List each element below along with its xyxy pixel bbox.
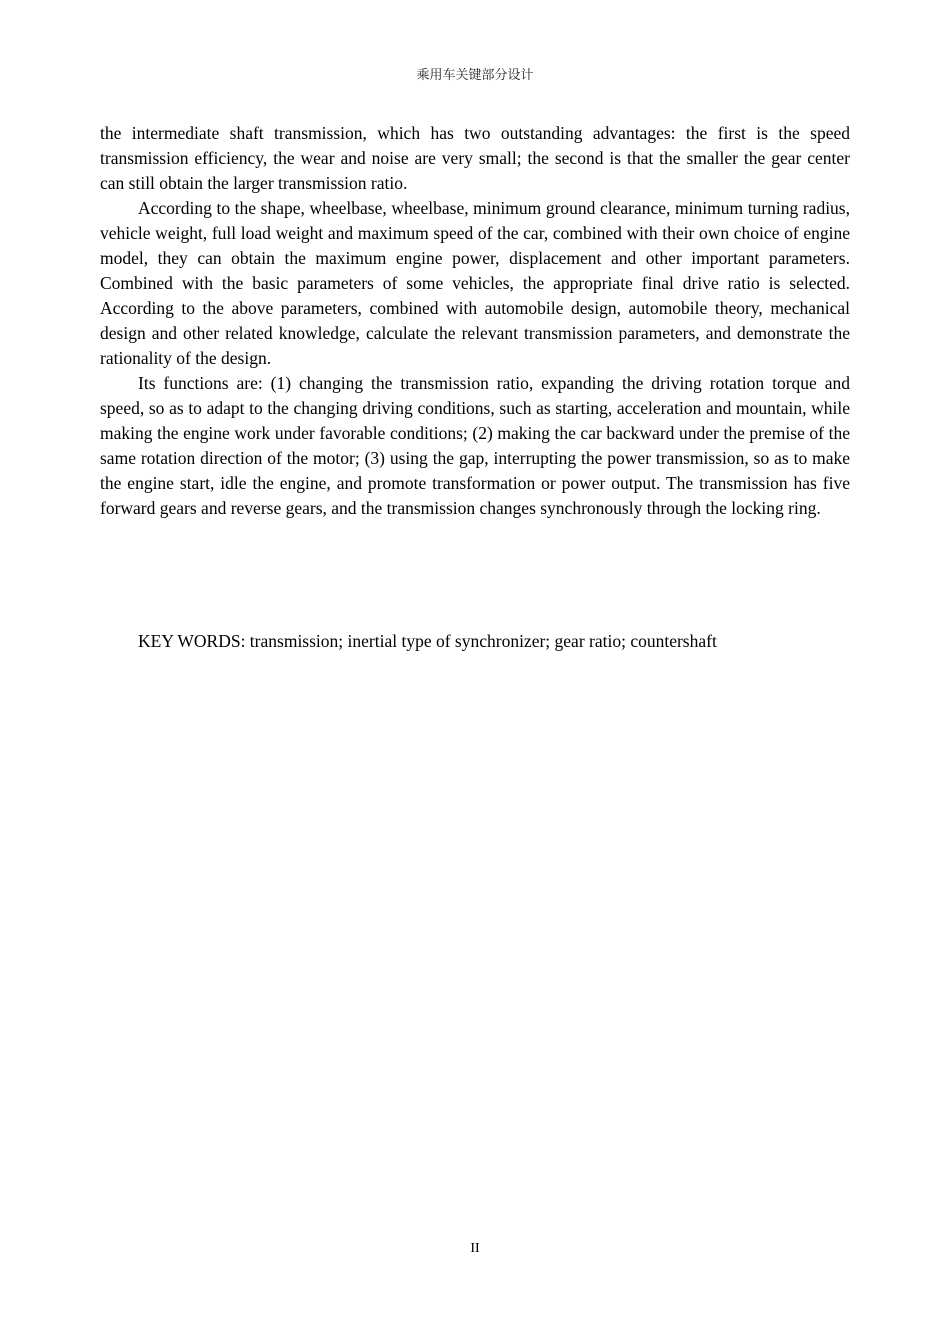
- page-number: II: [470, 1241, 480, 1256]
- keywords-line: KEY WORDS: transmission; inertial type of synchronizer; gear ratio; countershaft: [138, 631, 717, 651]
- paragraph-parameters: According to the shape, wheelbase, wheelbase, minimum ground clearance, minimum turning radius, vehicle weight, full load weight and maximum speed of the car, combined with their own choice of engine model, they can obtain the maximum engine power, displacement and other important parameters. Combined with the basic parameters of some vehicles, the appropriate final drive ratio is selected. According to the above parameters, combined with automobile design, automobile theory, mechanical design and other related knowledge, calculate the relevant transmission parameters, and demonstrate the rationality of the design.: [100, 198, 850, 368]
- abstract-body: [100, 121, 850, 521]
- paragraph-functions: Its functions are: (1) changing the transmission ratio, expanding the driving rotation torque and speed, so as to adapt to the changing driving conditions, such as starting, acceleration and mountain, while making the engine work under favorable conditions; (2) making the car backward under the premise of the same rotation direction of the motor; (3) using the gap, interrupting the power transmission, so as to make the engine start, idle the engine, and promote transformation or power output. The transmission has five forward gears and reverse gears, and the transmission changes synchronously through the locking ring.: [100, 373, 850, 518]
- page-header: 乘用车关键部分设计: [416, 68, 534, 83]
- paragraph-continuation: the intermediate shaft transmission, which has two outstanding advantages: the first is the speed transmission efficiency, the wear and noise are very small; the second is that the smaller the gear center can still obtain the larger transmission ratio.: [100, 123, 850, 193]
